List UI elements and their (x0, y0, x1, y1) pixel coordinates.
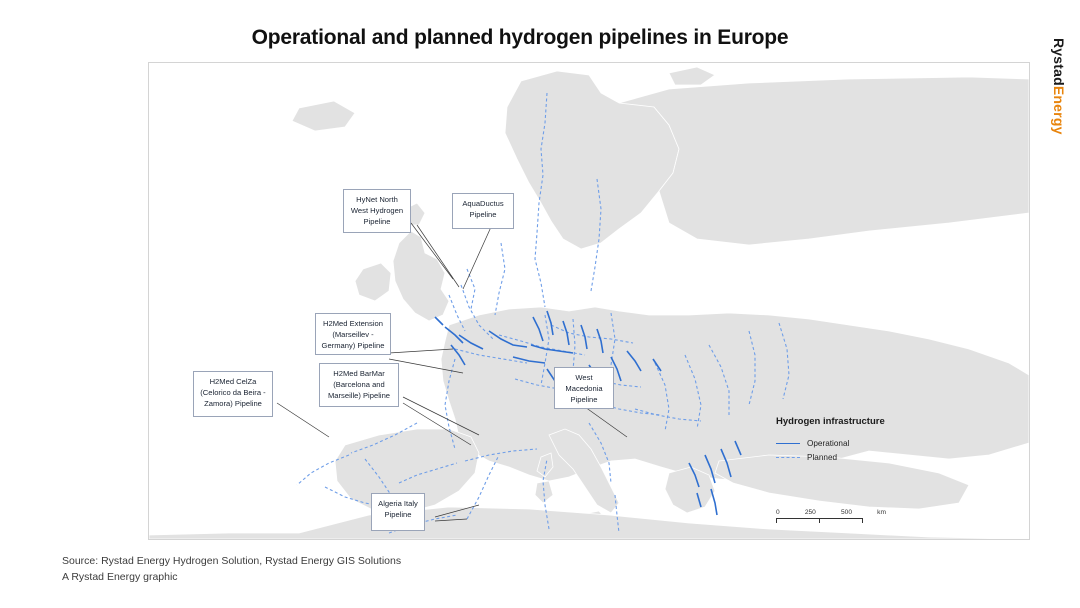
callout-h2med-celza[interactable] (193, 371, 273, 417)
scalebar-graphic (776, 518, 886, 526)
callout-h2med-extension-label: H2Med Extension (Marseillev - Germany) Pipeline (321, 319, 385, 350)
callout-h2med-barmar[interactable] (319, 363, 399, 407)
map-scalebar (776, 509, 886, 526)
callout-aquaductus-label: AquaDuctus Pipeline (462, 199, 504, 219)
source-line: Source: Rystad Energy Hydrogen Solution, Rystad Energy GIS Solutions (62, 555, 402, 567)
callout-algeria-italy[interactable] (371, 493, 425, 531)
legend-label-operational: Operational (807, 438, 850, 448)
scalebar-tick-2: 500 (841, 509, 853, 516)
scalebar-tick-0: 0 (776, 509, 780, 516)
page-title: Operational and planned hydrogen pipelines in Europe (251, 26, 789, 49)
scalebar-unit: km (877, 509, 886, 516)
callout-h2med-extension[interactable] (315, 313, 391, 355)
callout-aquaductus[interactable] (452, 193, 514, 229)
brand-name: Rystad (1051, 38, 1067, 86)
scalebar-labels (776, 509, 886, 516)
legend-swatch-operational-icon (776, 443, 800, 444)
callout-hynet-label: HyNet North West Hydrogen Pipeline (350, 195, 404, 226)
legend-title: Hydrogen infrastructure (776, 416, 885, 427)
credit-line: A Rystad Energy graphic (62, 571, 178, 584)
map-legend (776, 415, 916, 467)
callout-west-macedonia[interactable] (554, 367, 614, 409)
legend-item-planned[interactable] (776, 453, 916, 462)
legend-swatch-planned-icon (776, 457, 800, 458)
callout-hynet[interactable] (343, 189, 411, 233)
callout-h2med-celza-label: H2Med CelZa (Celorico da Beira - Zamora) Pipeline (200, 377, 266, 408)
legend-label-planned: Planned (807, 452, 838, 462)
scalebar-tick-mark-0 (776, 518, 777, 523)
scalebar-tick-mark-1 (819, 518, 820, 523)
map-canvas[interactable] (149, 63, 1029, 539)
legend-item-operational[interactable] (776, 439, 916, 448)
map-frame[interactable] (148, 62, 1030, 540)
scalebar-tick-1: 250 (804, 509, 816, 516)
brand-logo (1052, 38, 1066, 135)
footer-source (62, 553, 401, 586)
callout-algeria-italy-label: Algeria Italy Pipeline (378, 499, 418, 519)
callout-h2med-barmar-label: H2Med BarMar (Barcelona and Marseille) Pipeline (327, 369, 391, 400)
scalebar-tick-mark-2 (862, 518, 863, 523)
callout-west-macedonia-label: West Macedonia Pipeline (565, 373, 603, 404)
brand-accent: Energy (1051, 85, 1067, 135)
